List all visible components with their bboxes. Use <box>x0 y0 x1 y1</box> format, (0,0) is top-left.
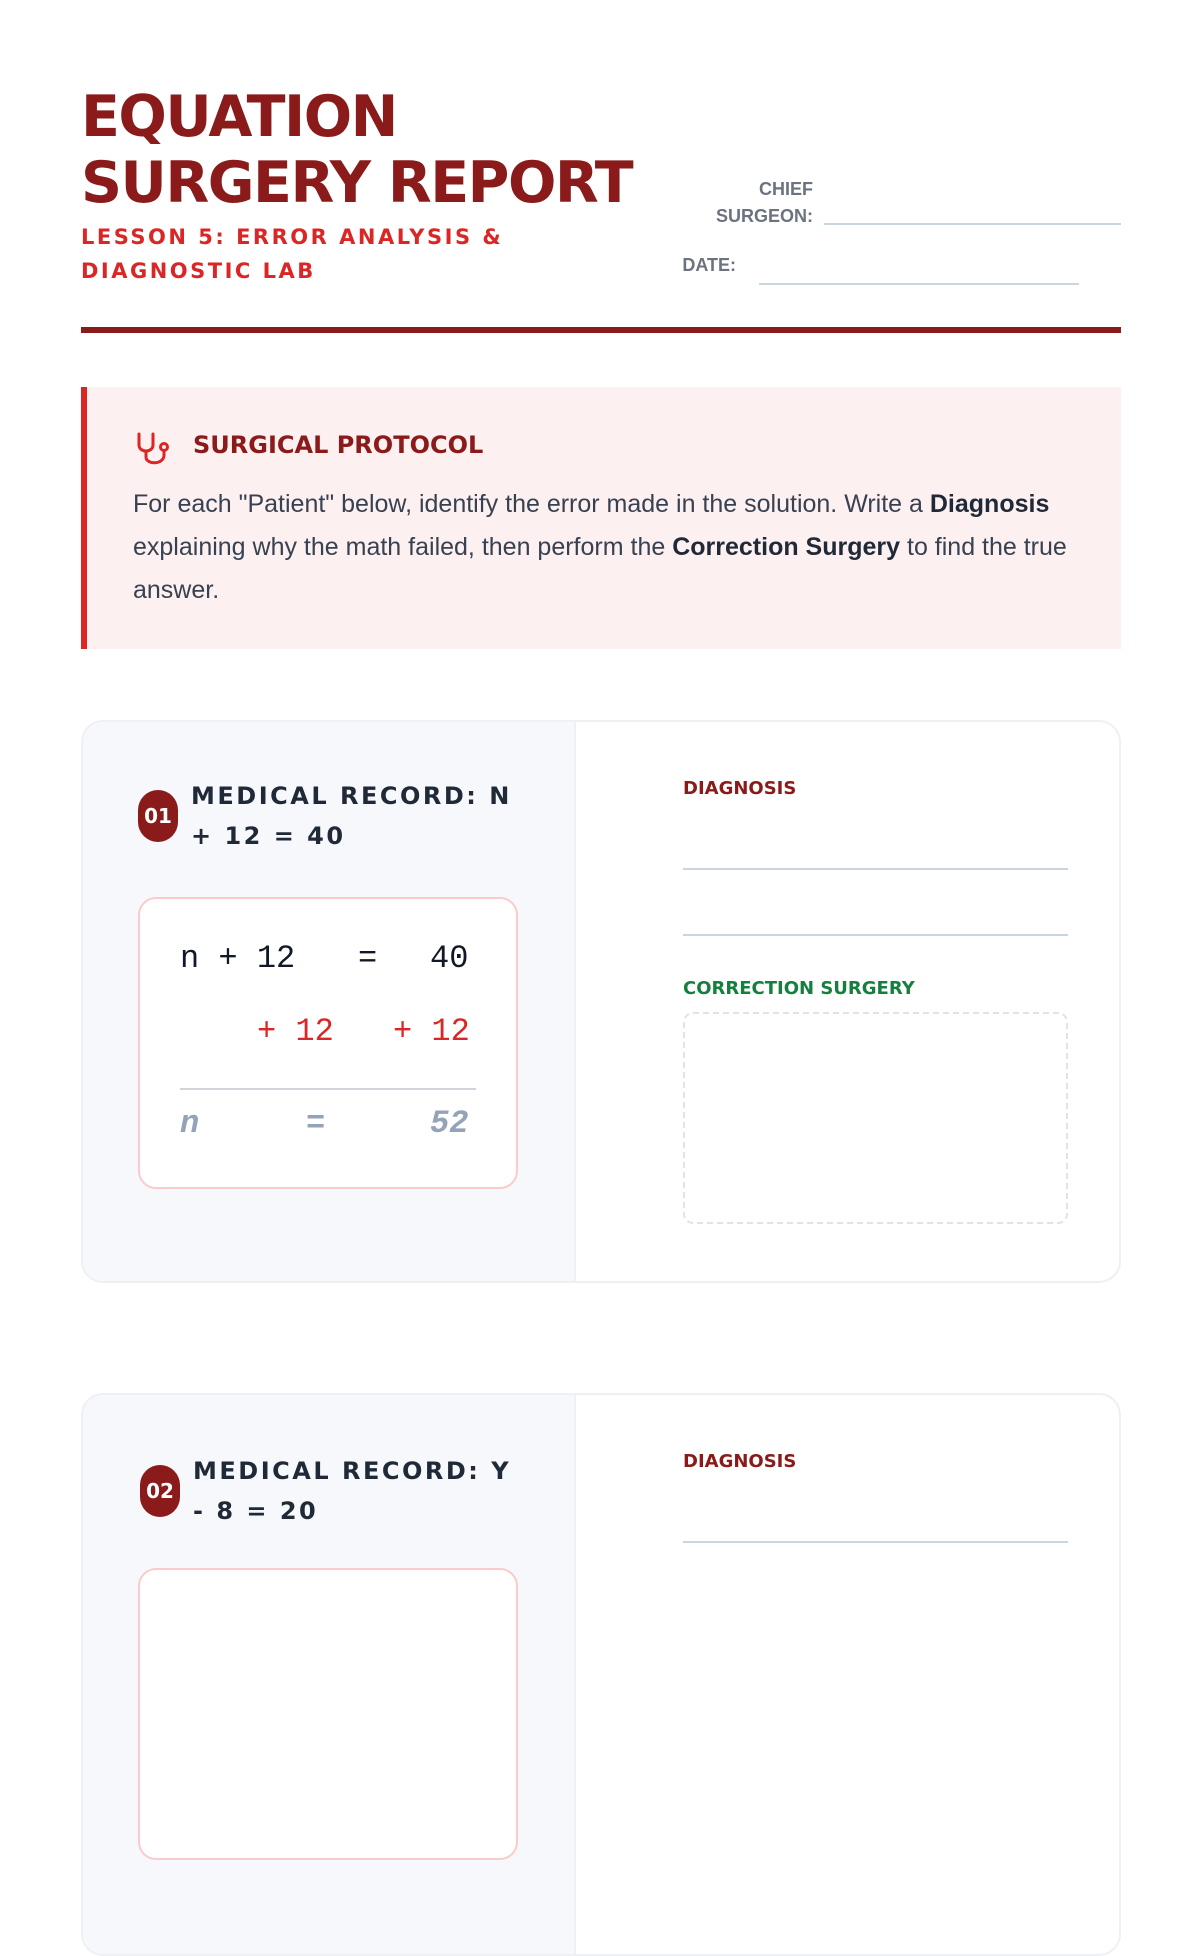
protocol-bold-diagnosis: Diagnosis <box>929 490 1050 518</box>
title-line-1: EQUATION <box>81 84 397 150</box>
chief-surgeon-field[interactable] <box>824 223 1121 225</box>
work-row3-equals: = <box>306 1105 326 1142</box>
work-row3-right: 52 <box>430 1105 469 1142</box>
medical-record-panel <box>83 1395 576 1954</box>
patient-card-02 <box>81 1393 1121 1956</box>
work-row1-left: n + 12 <box>180 940 296 977</box>
work-row2-left: + 12 <box>257 1013 334 1050</box>
protocol-bold-correction: Correction Surgery <box>672 533 901 561</box>
medical-record-title: MEDICAL RECORD: Y - 8 = 20 <box>193 1457 512 1525</box>
page-title <box>81 84 681 216</box>
correction-surgery-label: CORRECTION SURGERY <box>683 978 915 999</box>
date-field[interactable] <box>759 283 1079 285</box>
work-divider <box>180 1088 476 1090</box>
chief-surgeon-label <box>683 176 813 230</box>
protocol-text-1: For each "Patient" below, identify the error made in the solution. Write a <box>133 490 930 518</box>
page-header <box>81 84 1121 334</box>
diagnosis-line-2[interactable] <box>683 934 1068 936</box>
stethoscope-icon <box>133 429 173 469</box>
work-row1-equals: = <box>358 940 378 977</box>
patient-number-badge: 01 <box>138 790 178 842</box>
header-divider <box>81 327 1121 333</box>
medical-record-panel <box>83 722 576 1281</box>
protocol-text-3: to find the true answer. <box>133 533 1067 604</box>
surgeon-label-line-2: SURGEON: <box>715 206 813 226</box>
correction-surgery-area[interactable] <box>683 1012 1068 1224</box>
erroneous-solution-box <box>138 897 518 1189</box>
work-row1-right: 40 <box>430 940 469 977</box>
work-row2-right: + 12 <box>393 1013 470 1050</box>
title-line-2: SURGERY REPORT <box>81 150 633 216</box>
diagnosis-label: DIAGNOSIS <box>683 778 797 799</box>
protocol-title: SURGICAL PROTOCOL <box>193 431 484 459</box>
diagnosis-line-1[interactable] <box>683 868 1068 870</box>
surgical-protocol-box <box>81 387 1121 649</box>
protocol-text-2: explaining why the math failed, then perform the <box>133 533 673 561</box>
work-row3-left: n <box>180 1105 200 1142</box>
erroneous-solution-box <box>138 1568 518 1860</box>
diagnosis-label: DIAGNOSIS <box>683 1451 797 1472</box>
date-label: DATE: <box>682 255 736 275</box>
surgeon-label-line-1: CHIEF <box>759 179 813 199</box>
diagnosis-line-1[interactable] <box>683 1541 1068 1543</box>
patient-card-01 <box>81 720 1121 1283</box>
protocol-instructions <box>133 483 1083 612</box>
patient-number-badge: 02 <box>140 1465 180 1517</box>
lesson-subtitle: LESSON 5: ERROR ANALYSIS & DIAGNOSTIC LAB <box>81 225 504 283</box>
medical-record-title: MEDICAL RECORD: N + 12 = 40 <box>191 782 512 850</box>
